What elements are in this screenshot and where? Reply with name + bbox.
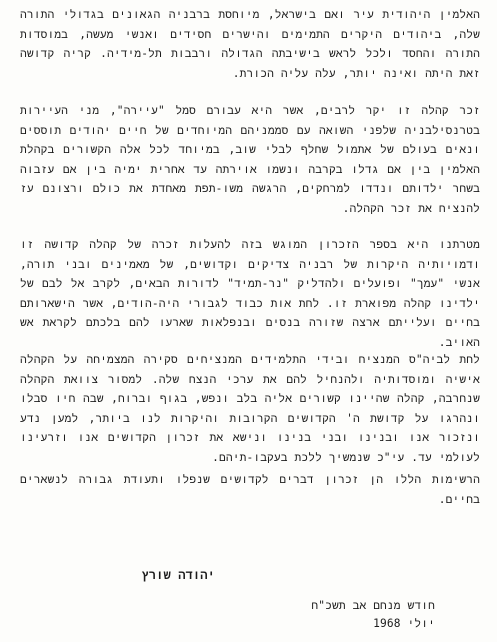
author-signature: יהודה שורץ [141, 568, 215, 582]
paragraph-3: מטרתנו היא בספר הזכרון המוגש בזה להעלות זכרה של קהלה קדושה זו ודמויותיה היקרות של רבניה צדיקים וקדושים, של מאמינים ובני תורה, אנשי "עמך" ופועלים ולהדליק "נר-תמיד" לדורות הבאים, לקרב אל לבם של ילדינו קהלה מפוארת זו. לחת אות כבוד לגבורי היה-הודים, אשר הישארותם בחיים ועלייתם ארצה שזורה בנסים ובנפלאות שארעו להם בלכתם לקראת אש האויב. [20, 238, 480, 349]
paragraph-4: לחת לביה"ס המנציח ובידי התלמידים המנציחים סקירה המצמיחה על הקהלה אישיה ומוסדותיה ולהנחיל להם את ערכי הנצח שלה. למסור צוואת הקהלה שנחרבה, קהלה שהיינו קשורים אליה בלב ונפש, בגוף וברוח, שבה חיו סבלו ונהרגו על קדושת ה' הקדושים הקרובות והיקרות לנו ביותר, למען נדע ונזכור אנו ובנינו ובני בנינו ונישא את זכרון הקדושים אנו וזרעינו לעולמי עד. עי"כ שנמשיך ללכת בעקבו-תיהם. [20, 353, 480, 464]
paragraph-1: האלמין היהודית עיר ואם בישראל, מיוחסת ברבניה הגאונים בגדולי התורה שלה, ביהודים היקרים התמימים והישרים חסידים ואנשי מעשה, במוסדות התורה והחסד ולכל לראש בישיבתה הגדולה ורבבות תל-מידיה. קריה קדושה זאת היתה ואינה יותר, עלה עליה הכורת. [20, 8, 480, 80]
hebrew-date: חודש מנחם אב תשכ"ח [311, 599, 435, 612]
paragraph-2: זכר קהלה זו יקר לרבים, אשר היא עבורם סמל "עיירה", מני העיירות בטרנסילבניה שלפני השואה עם סממניהם המיוחדים של חיים יהודים תוססים ונאים בעולם של אתמול שחלף לבלי שוב, במיוחד לכל אלה הקשורים בקהלת האלמין בין אם גדלו בקרבה ונשמו אוירתה עד אחרית ימיה בין אם עזבוה בשחר ילדותם ונדדו למרחקים, הרגשה משו-תפת מאחדת את כולם ורצונם עז להנציח את זכר הקהלה. [20, 104, 480, 215]
paragraph-5: הרשימות הללו הן זכרון דברים לקדושים שנפלו ותעודת גבורה לנשארים בחיים. [20, 473, 480, 506]
gregorian-date: יולי 1968 [373, 617, 435, 630]
date-block [295, 597, 435, 633]
